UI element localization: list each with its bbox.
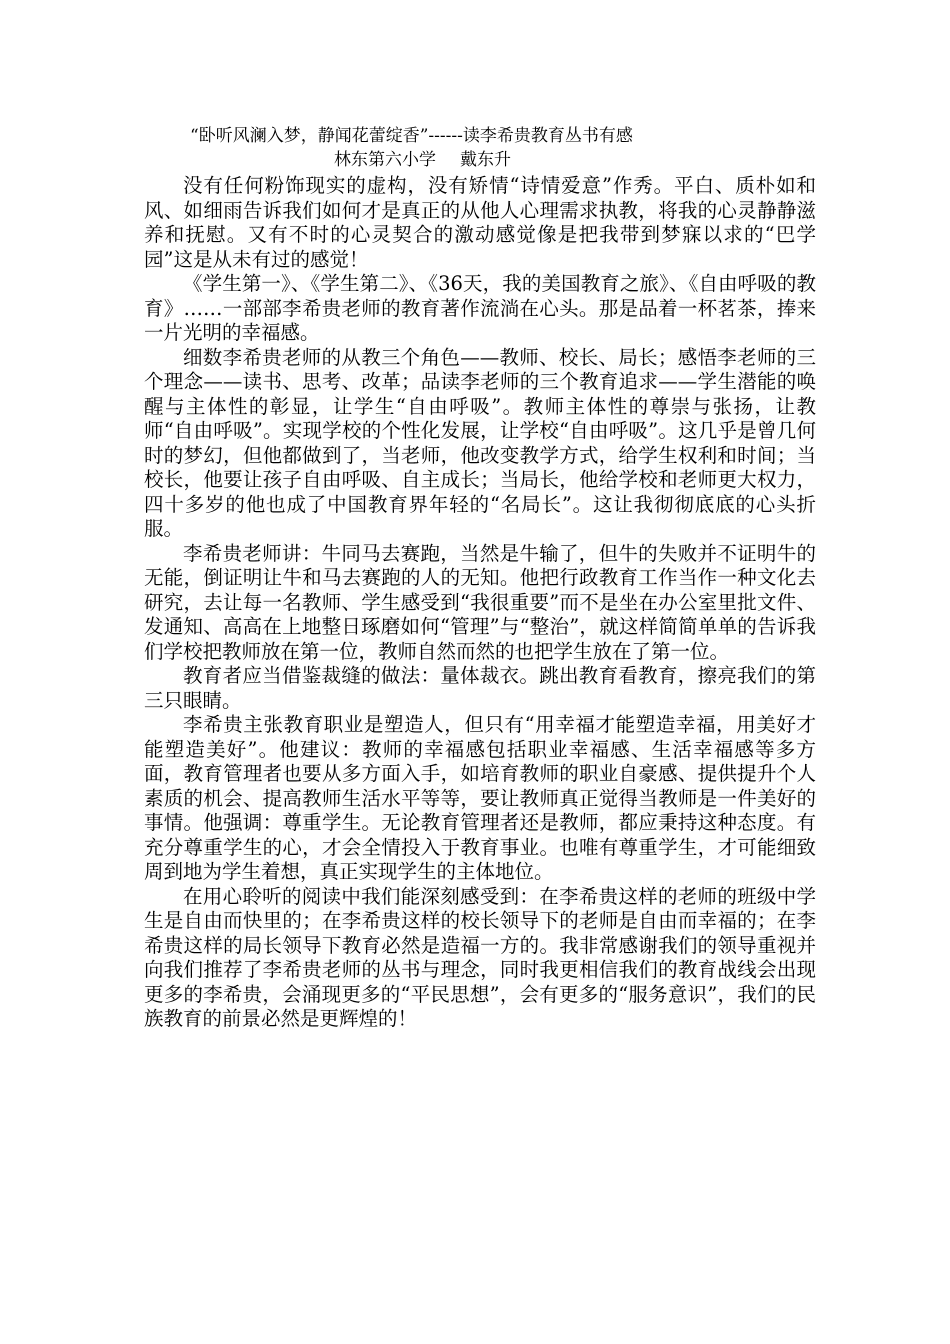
document-body [144,174,816,1032]
paragraph: 李希贵老师讲：牛同马去赛跑，当然是牛输了，但牛的失败并不证明牛的无能，倒证明让牛和马去赛跑的人的无知。他把行政教育工作当作一种文化去研究，去让每一名教师、学生感受到“我很重要”而不是坐在办公室里批文件、发通知、高高在上地整日琢磨如何“管理”与“整治”，就这样简简单单的告诉我们学校把教师放在第一位，教师自然而然的也把学生放在了第一位。 [144,541,816,663]
document-header [140,124,820,172]
paragraph: 细数李希贵老师的从教三个角色——教师、校长、局长；感悟李老师的三个理念——读书、思考、改革；品读李老师的三个教育追求——学生潜能的唤醒与主体性的彰显，让学生“自由呼吸”。教师主体性的尊崇与张扬，让教师“自由呼吸”。实现学校的个性化发展，让学校“自由呼吸”。这几乎是曾几何时的梦幻，但他都做到了，当老师，他改变教学方式，给学生权利和时间；当校长，他要让孩子自由呼吸、自主成长；当局长，他给学校和老师更大权力，四十多岁的他也成了中国教育界年轻的“名局长”。这让我彻彻底底的心头折服。 [144,345,816,540]
document-title: “卧听风澜入梦，静闻花蕾绽香”------读李希贵教育丛书有感 [190,126,633,146]
paragraph: 在用心聆听的阅读中我们能深刻感受到：在李希贵这样的老师的班级中学生是自由而快里的；在李希贵这样的校长领导下的老师是自由而幸福的；在李希贵这样的局长领导下教育必然是造福一方的。我非常感谢我们的领导重视并向我们推荐了李希贵老师的丛书与理念，同时我更相信我们的教育战线会出现更多的李希贵，会涌现更多的“平民思想”，会有更多的“服务意识”，我们的民族教育的前景必然是更辉煌的！ [144,884,816,1030]
paragraph: 李希贵主张教育职业是塑造人，但只有“用幸福才能塑造幸福，用美好才能塑造美好”。他建议：教师的幸福感包括职业幸福感、生活幸福感等多方面，教育管理者也要从多方面入手，如培育教师的职业自豪感、提供提升个人素质的机会、提高教师生活水平等等，要让教师真正觉得当教师是一件美好的事情。他强调：尊重学生。无论教育管理者还是教师，都应秉持这种态度。有充分尊重学生的心，才会全情投入于教育事业。也唯有尊重学生，才可能细致周到地为学生着想，真正实现学生的主体地位。 [144,713,816,883]
author-name: 戴东升 [460,150,511,170]
paragraph: 没有任何粉饰现实的虚构，没有矫情“诗情爱意”作秀。平白、质朴如和风、如细雨告诉我们如何才是真正的从他人心理需求执教，将我的心灵静静滋养和抚慰。又有不时的心灵契合的激动感觉像是把我带到梦寐以求的“巴学园”这是从未有过的感觉！ [144,174,816,271]
school-name: 林东第六小学 [334,150,436,170]
paragraph: 教育者应当借鉴裁缝的做法：量体裁衣。跳出教育看教育，擦亮我们的第三只眼睛。 [144,664,816,712]
paragraph: 《学生第一》、《学生第二》、《36天，我的美国教育之旅》、《自由呼吸的教育》……一部部李希贵老师的教育著作流淌在心头。那是品着一杯茗茶，捧来一片光明的幸福感。 [144,272,816,344]
document-byline [140,148,820,172]
